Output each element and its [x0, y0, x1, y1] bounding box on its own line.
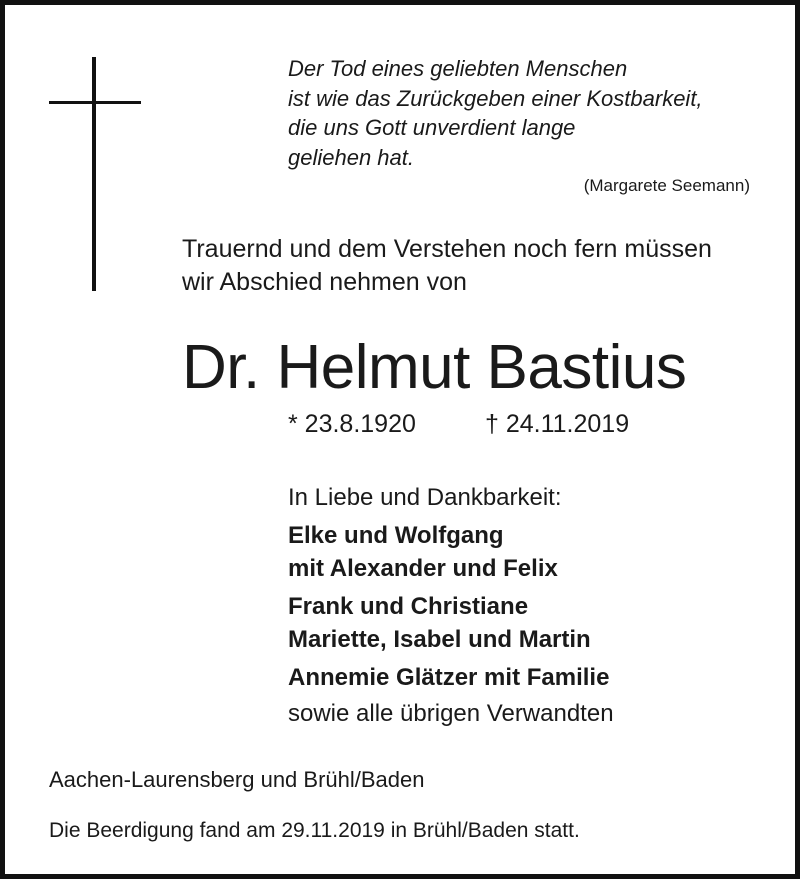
- quote-line: geliehen hat.: [288, 144, 414, 170]
- intro-line: Trauernd und dem Verstehen noch fern müssen: [182, 235, 712, 263]
- mourner-line: mit Alexander und Felix: [288, 555, 558, 582]
- intro-line: wir Abschied nehmen von: [182, 268, 467, 296]
- mourners-block: [288, 483, 614, 730]
- birth-date: * 23.8.1920: [288, 410, 416, 438]
- mourner-line: Annemie Glätzer mit Familie: [288, 664, 610, 691]
- mourner-group: [288, 519, 614, 585]
- mourner-line: Frank und Christiane: [288, 593, 529, 620]
- quote-block: [288, 54, 768, 172]
- cross-icon: [92, 57, 96, 291]
- funeral-note: Die Beerdigung fand am 29.11.2019 in Brühl/Baden statt.: [49, 819, 580, 842]
- death-date: † 24.11.2019: [485, 410, 630, 438]
- quote-line: die uns Gott unverdient lange: [288, 115, 576, 140]
- mourners-intro: In Liebe und Dankbarkeit:: [288, 484, 562, 511]
- mourner-line: Mariette, Isabel und Martin: [288, 626, 591, 653]
- mourner-line: Elke und Wolfgang: [288, 522, 504, 549]
- mourner-group: [288, 590, 614, 656]
- quote-author: (Margarete Seemann): [583, 176, 750, 195]
- cross-icon-crossbar: [49, 101, 141, 104]
- mourner-group: [288, 661, 614, 694]
- mourners-other: sowie alle übrigen Verwandten: [288, 700, 614, 727]
- deceased-name: Dr. Helmut Bastius: [182, 333, 687, 402]
- quote-line: ist wie das Zurückgeben einer Kostbarkeit,: [288, 85, 703, 111]
- location: Aachen-Laurensberg und Brühl/Baden: [49, 767, 425, 792]
- intro-text: [182, 233, 712, 299]
- quote-line: Der Tod eines geliebten Menschen: [288, 56, 628, 81]
